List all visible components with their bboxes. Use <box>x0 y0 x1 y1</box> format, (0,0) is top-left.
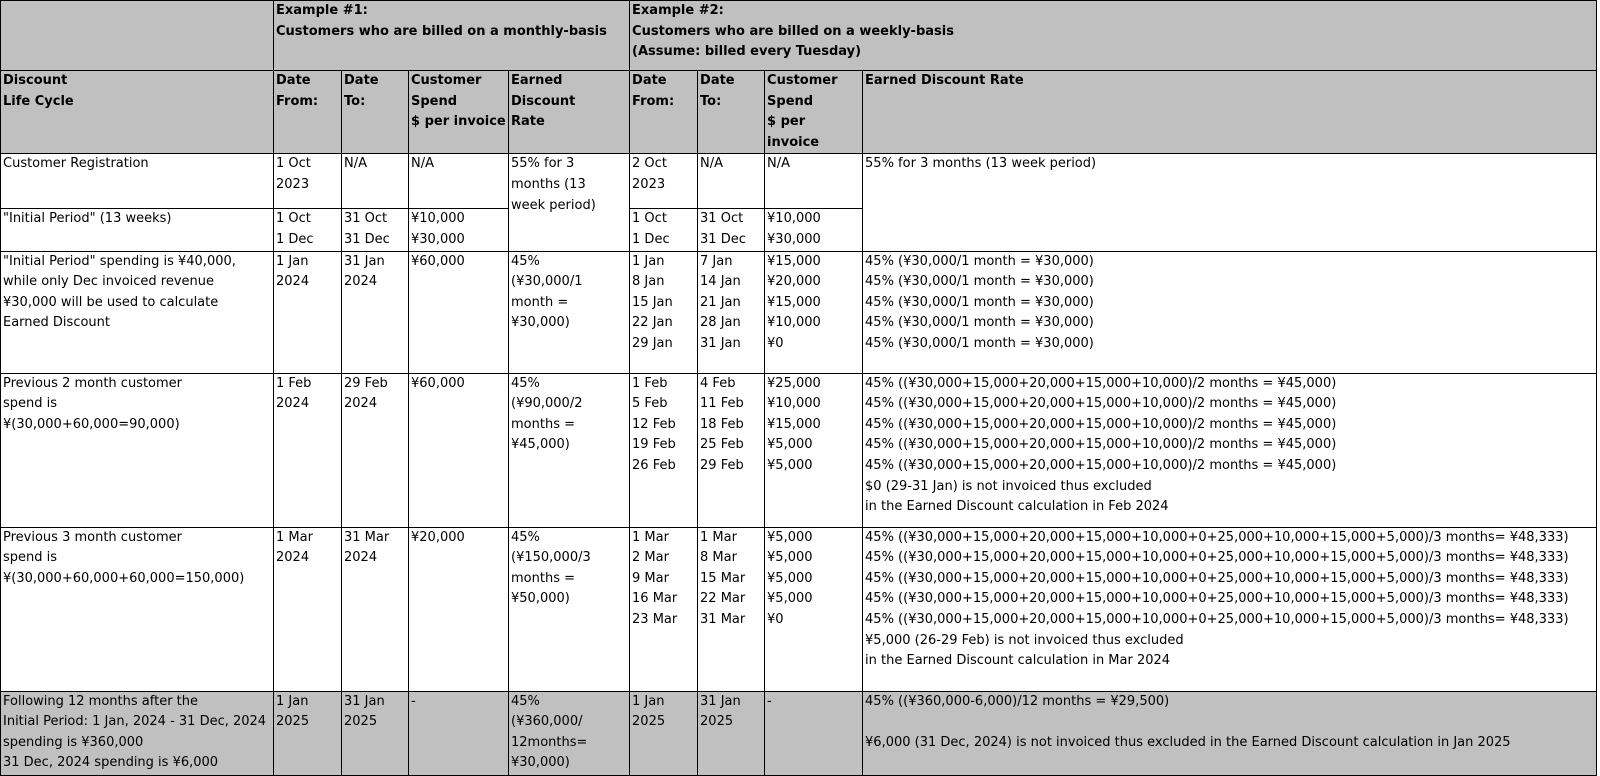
ex2-spend-cell: ¥15,000 ¥20,000 ¥15,000 ¥10,000 ¥0 <box>765 251 863 373</box>
ex1-spend-cell: ¥60,000 <box>409 373 509 527</box>
ex2-date-from-cell: 1 Jan 2025 <box>630 691 698 775</box>
ex2-date-from-cell: 1 Mar 2 Mar 9 Mar 16 Mar 23 Mar <box>630 527 698 691</box>
ex2-date-from-cell: 1 Oct 1 Dec <box>630 209 698 251</box>
ex1-spend-cell: ¥10,000 ¥30,000 <box>409 209 509 251</box>
header-ex1-date-from: Date From: <box>274 71 342 154</box>
ex2-date-to-cell: N/A <box>698 154 765 209</box>
ex1-date-to-cell: 31 Oct 31 Dec <box>342 209 409 251</box>
ex1-date-to-cell: N/A <box>342 154 409 209</box>
ex1-rate-cell: 45% (¥30,000/1 month = ¥30,000) <box>509 251 630 373</box>
ex2-rate-cell: 45% ((¥360,000-6,000)/12 months = ¥29,500) ¥6,000 (31 Dec, 2024) is not invoiced thus excluded in the Earned Discount calculation in Jan 2025 <box>863 691 1597 775</box>
ex2-spend-cell: N/A <box>765 154 863 209</box>
ex2-rate-cell: 45% (¥30,000/1 month = ¥30,000) 45% (¥30,000/1 month = ¥30,000) 45% (¥30,000/1 month = ¥30,000) 45% (¥30,000/1 month = ¥30,000) 45% (¥30,000/1 month = ¥30,000) <box>863 251 1597 373</box>
header-ex2-date-from: Date From: <box>630 71 698 154</box>
ex2-spend-cell: ¥10,000 ¥30,000 <box>765 209 863 251</box>
ex1-date-from-cell: 1 Jan 2025 <box>274 691 342 775</box>
ex2-date-to-cell: 4 Feb 11 Feb 18 Feb 25 Feb 29 Feb <box>698 373 765 527</box>
lifecycle-cell: Previous 2 month customer spend is ¥(30,000+60,000=90,000) <box>1 373 274 527</box>
lifecycle-cell: Customer Registration <box>1 154 274 209</box>
ex1-date-from-cell: 1 Jan 2024 <box>274 251 342 373</box>
top-header-row <box>1 1 1597 71</box>
ex1-date-to-cell: 31 Jan 2024 <box>342 251 409 373</box>
ex1-date-to-cell: 29 Feb 2024 <box>342 373 409 527</box>
example2-title: Example #2: Customers who are billed on a weekly-basis (Assume: billed every Tuesday) <box>630 1 1597 71</box>
table-row <box>1 527 1597 691</box>
header-ex2-rate: Earned Discount Rate <box>863 71 1597 154</box>
ex2-spend-cell: ¥25,000 ¥10,000 ¥15,000 ¥5,000 ¥5,000 <box>765 373 863 527</box>
ex2-date-to-cell: 7 Jan 14 Jan 21 Jan 28 Jan 31 Jan <box>698 251 765 373</box>
ex1-spend-cell: N/A <box>409 154 509 209</box>
ex1-rate-cell: 55% for 3 months (13 week period) <box>509 154 630 251</box>
ex2-date-to-cell: 31 Jan 2025 <box>698 691 765 775</box>
ex2-spend-cell: ¥5,000 ¥5,000 ¥5,000 ¥5,000 ¥0 <box>765 527 863 691</box>
column-header-row <box>1 71 1597 154</box>
ex2-date-to-cell: 31 Oct 31 Dec <box>698 209 765 251</box>
blank-header-cell <box>1 1 274 71</box>
ex2-rate-cell: 45% ((¥30,000+15,000+20,000+15,000+10,000)/2 months = ¥45,000) 45% ((¥30,000+15,000+20,000+15,000+10,000)/2 months = ¥45,000) 45% ((¥30,000+15,000+20,000+15,000+10,000)/2 months = ¥45,000) 45% ((¥30,000+15,000+20,000+15,000+10,000)/2 months = ¥45,000) 45% ((¥30,000+15,000+20,000+15,000+10,000)/2 months = ¥45,000) $0 (29-31 Jan) is not invoiced thus excluded in the Earned Discount calculation in Feb 2024 <box>863 373 1597 527</box>
ex1-date-from-cell: 1 Mar 2024 <box>274 527 342 691</box>
ex2-spend-cell: - <box>765 691 863 775</box>
header-ex1-date-to: Date To: <box>342 71 409 154</box>
ex1-spend-cell: - <box>409 691 509 775</box>
ex1-date-from-cell: 1 Feb 2024 <box>274 373 342 527</box>
table-row <box>1 154 1597 209</box>
table-row <box>1 373 1597 527</box>
ex2-date-to-cell: 1 Mar 8 Mar 15 Mar 22 Mar 31 Mar <box>698 527 765 691</box>
header-ex2-date-to: Date To: <box>698 71 765 154</box>
ex1-rate-cell: 45% (¥150,000/3 months = ¥50,000) <box>509 527 630 691</box>
header-ex2-spend: Customer Spend $ per invoice <box>765 71 863 154</box>
ex2-date-from-cell: 1 Jan 8 Jan 15 Jan 22 Jan 29 Jan <box>630 251 698 373</box>
ex1-date-to-cell: 31 Mar 2024 <box>342 527 409 691</box>
ex2-rate-cell: 55% for 3 months (13 week period) <box>863 154 1597 251</box>
ex1-date-from-cell: 1 Oct 1 Dec <box>274 209 342 251</box>
lifecycle-cell: "Initial Period" spending is ¥40,000, while only Dec invoiced revenue ¥30,000 will be used to calculate Earned Discount <box>1 251 274 373</box>
ex1-rate-cell: 45% (¥360,000/ 12months= ¥30,000) <box>509 691 630 775</box>
ex1-date-to-cell: 31 Jan 2025 <box>342 691 409 775</box>
ex1-date-from-cell: 1 Oct 2023 <box>274 154 342 209</box>
header-lifecycle: Discount Life Cycle <box>1 71 274 154</box>
ex1-spend-cell: ¥20,000 <box>409 527 509 691</box>
ex1-spend-cell: ¥60,000 <box>409 251 509 373</box>
lifecycle-cell: "Initial Period" (13 weeks) <box>1 209 274 251</box>
ex2-date-from-cell: 1 Feb 5 Feb 12 Feb 19 Feb 26 Feb <box>630 373 698 527</box>
example1-title: Example #1: Customers who are billed on a monthly-basis <box>274 1 630 71</box>
header-ex1-rate: Earned Discount Rate <box>509 71 630 154</box>
header-ex1-spend: Customer Spend $ per invoice <box>409 71 509 154</box>
lifecycle-cell: Following 12 months after the Initial Period: 1 Jan, 2024 - 31 Dec, 2024 spending is ¥360,000 31 Dec, 2024 spending is ¥6,000 <box>1 691 274 775</box>
ex2-date-from-cell: 2 Oct 2023 <box>630 154 698 209</box>
ex2-rate-cell: 45% ((¥30,000+15,000+20,000+15,000+10,000+0+25,000+10,000+15,000+5,000)/3 months= ¥48,333) 45% ((¥30,000+15,000+20,000+15,000+10,000+0+25,000+10,000+15,000+5,000)/3 months= ¥48,333) 45% ((¥30,000+15,000+20,000+15,000+10,000+0+25,000+10,000+15,000+5,000)/3 months= ¥48,333) 45% ((¥30,000+15,000+20,000+15,000+10,000+0+25,000+10,000+15,000+5,000)/3 months= ¥48,333) 45% ((¥30,000+15,000+20,000+15,000+10,000+0+25,000+10,000+15,000+5,000)/3 months= ¥48,333) ¥5,000 (26-29 Feb) is not invoiced thus excluded in the Earned Discount calculation in Mar 2024 <box>863 527 1597 691</box>
lifecycle-cell: Previous 3 month customer spend is ¥(30,000+60,000+60,000=150,000) <box>1 527 274 691</box>
table-row <box>1 251 1597 373</box>
table-row <box>1 691 1597 775</box>
ex1-rate-cell: 45% (¥90,000/2 months = ¥45,000) <box>509 373 630 527</box>
